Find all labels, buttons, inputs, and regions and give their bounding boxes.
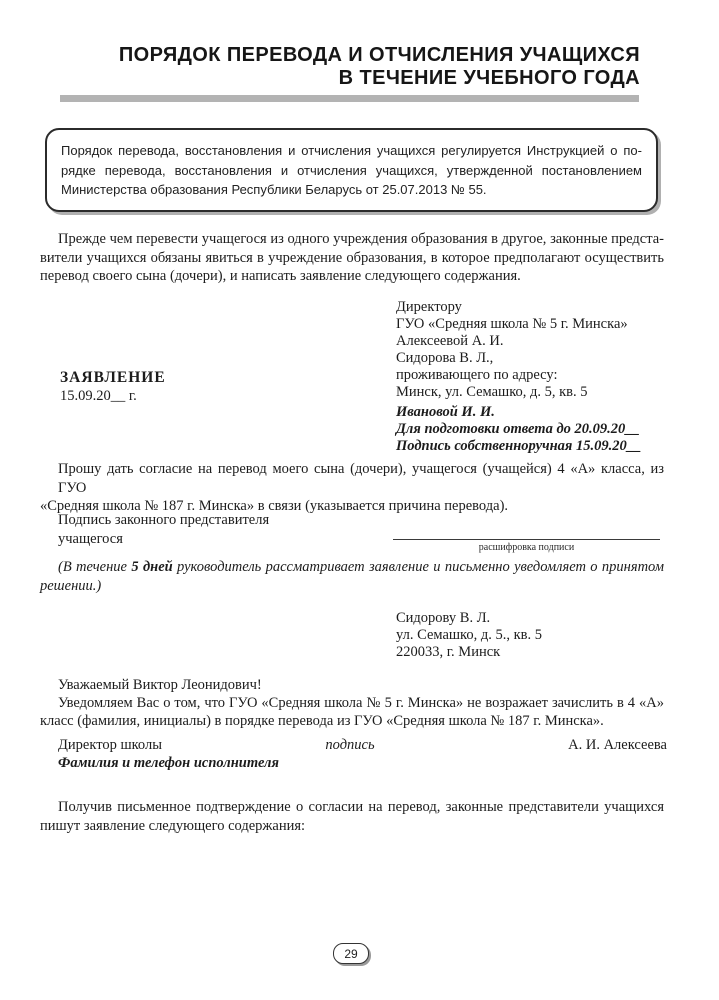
resolution-note: [396, 404, 641, 455]
request-paragraph: [40, 460, 664, 516]
addressee-line: Сидорова В. Л.,: [396, 350, 494, 366]
paragraph-line: Получив письменное подтверждение о согласии на перевод, законные представители учащихся: [58, 799, 664, 815]
reply-address-line: 220033, г. Минск: [396, 644, 501, 660]
salutation: [40, 676, 664, 695]
paragraph-line: Прежде чем перевести учащегося из одного учреждения образования в другое, законные предста-: [58, 231, 664, 247]
paragraph-line: Уведомляем Вас о том, что ГУО «Средняя школа № 5 г. Минска» не возражает зачислить в 4 «А»: [58, 695, 664, 711]
page-number: 29: [344, 946, 358, 961]
reply-address-line: Сидорову В. Л.: [396, 610, 491, 626]
signature-label: [58, 511, 269, 548]
signature-caption: расшифровка подписи: [478, 542, 575, 553]
paragraph-line: пишут заявление следующего содержания:: [40, 817, 306, 834]
page-number-badge: [333, 943, 369, 964]
note-box-line: Порядок перевода, восстановления и отчисления учащихся регулируется Инструкцией о по-: [61, 143, 642, 158]
director-role: Директор школы: [58, 737, 162, 753]
addressee-line: Минск, ул. Семашко, д. 5, кв. 5: [396, 384, 588, 400]
director-name: А. И. Алексеева: [568, 737, 667, 753]
paragraph-line: вители учащихся обязаны явиться в учреждение образования, в которое предполагают осуществить: [40, 249, 664, 266]
notification-paragraph: [40, 694, 664, 730]
title-line-2: В ТЕЧЕНИЕ УЧЕБНОГО ГОДА: [338, 67, 640, 89]
addressee-line: ГУО «Средняя школа № 5 г. Минска»: [396, 316, 628, 332]
reply-address-line: ул. Семашко, д. 5., кв. 5: [396, 627, 543, 643]
signature-area: [393, 520, 660, 553]
document-title: [100, 44, 640, 90]
paragraph-line: класс (фамилия, инициалы) в порядке перевода из ГУО «Средняя школа № 187 г. Минска».: [40, 713, 604, 729]
title-line-1: ПОРЯДОК ПЕРЕВОДА И ОТЧИСЛЕНИЯ УЧАЩИХСЯ: [118, 44, 640, 66]
addressee-line: Директору: [396, 299, 462, 315]
signature-line: [393, 520, 660, 540]
paragraph-line: [40, 558, 664, 577]
resolution-line: Ивановой И. И.: [396, 404, 495, 420]
application-heading: ЗАЯВЛЕНИЕ: [60, 369, 166, 386]
regulation-note-box: [45, 128, 658, 212]
application-date: 15.09.20__ г.: [60, 388, 137, 404]
closing-paragraph: [40, 798, 664, 835]
addressee-line: Алексеевой А. И.: [396, 333, 504, 349]
resolution-line: Подпись собственноручная 15.09.20__: [396, 438, 642, 454]
paragraph-line: перевод своего сына (дочери), и написать заявление следующего содержания.: [40, 268, 521, 284]
review-note-pre: (В течение: [58, 559, 132, 575]
reply-address-block: [396, 610, 542, 661]
review-note-paragraph: [40, 558, 664, 595]
executor-note: Фамилия и телефон исполнителя: [58, 755, 279, 771]
title-divider-bar: [60, 95, 639, 102]
review-note-post: руководитель рассматривает заявление и письменно уведомляет о принятом: [172, 559, 664, 575]
paragraph-line: Прошу дать согласие на перевод моего сына (дочери), учащегося (учащейся) 4 «А» класса, из ГУО: [58, 461, 664, 496]
salutation-line: Уважаемый Виктор Леонидович!: [58, 677, 262, 693]
intro-paragraph: [40, 230, 664, 286]
paragraph-line: решении.): [40, 577, 102, 594]
signature-label-line: учащегося: [58, 530, 123, 547]
addressee-block: [396, 299, 628, 401]
signature-label-line: Подпись законного представителя: [58, 512, 270, 528]
signature-placeholder: подпись: [325, 737, 375, 753]
note-box-line: рядке перевода, восстановления и отчисления учащихся, утвержденной постановлением: [61, 162, 642, 178]
paragraph-line: «Средняя школа № 187 г. Минска» в связи (указывается причина перевода).: [40, 498, 509, 514]
resolution-line: Для подготовки ответа до 20.09.20__: [396, 421, 640, 437]
note-box-line: Министерства образования Республики Беларусь от 25.07.2013 № 55.: [61, 182, 487, 197]
addressee-line: проживающего по адресу:: [396, 367, 558, 383]
review-note-term: 5 дней: [131, 559, 173, 575]
